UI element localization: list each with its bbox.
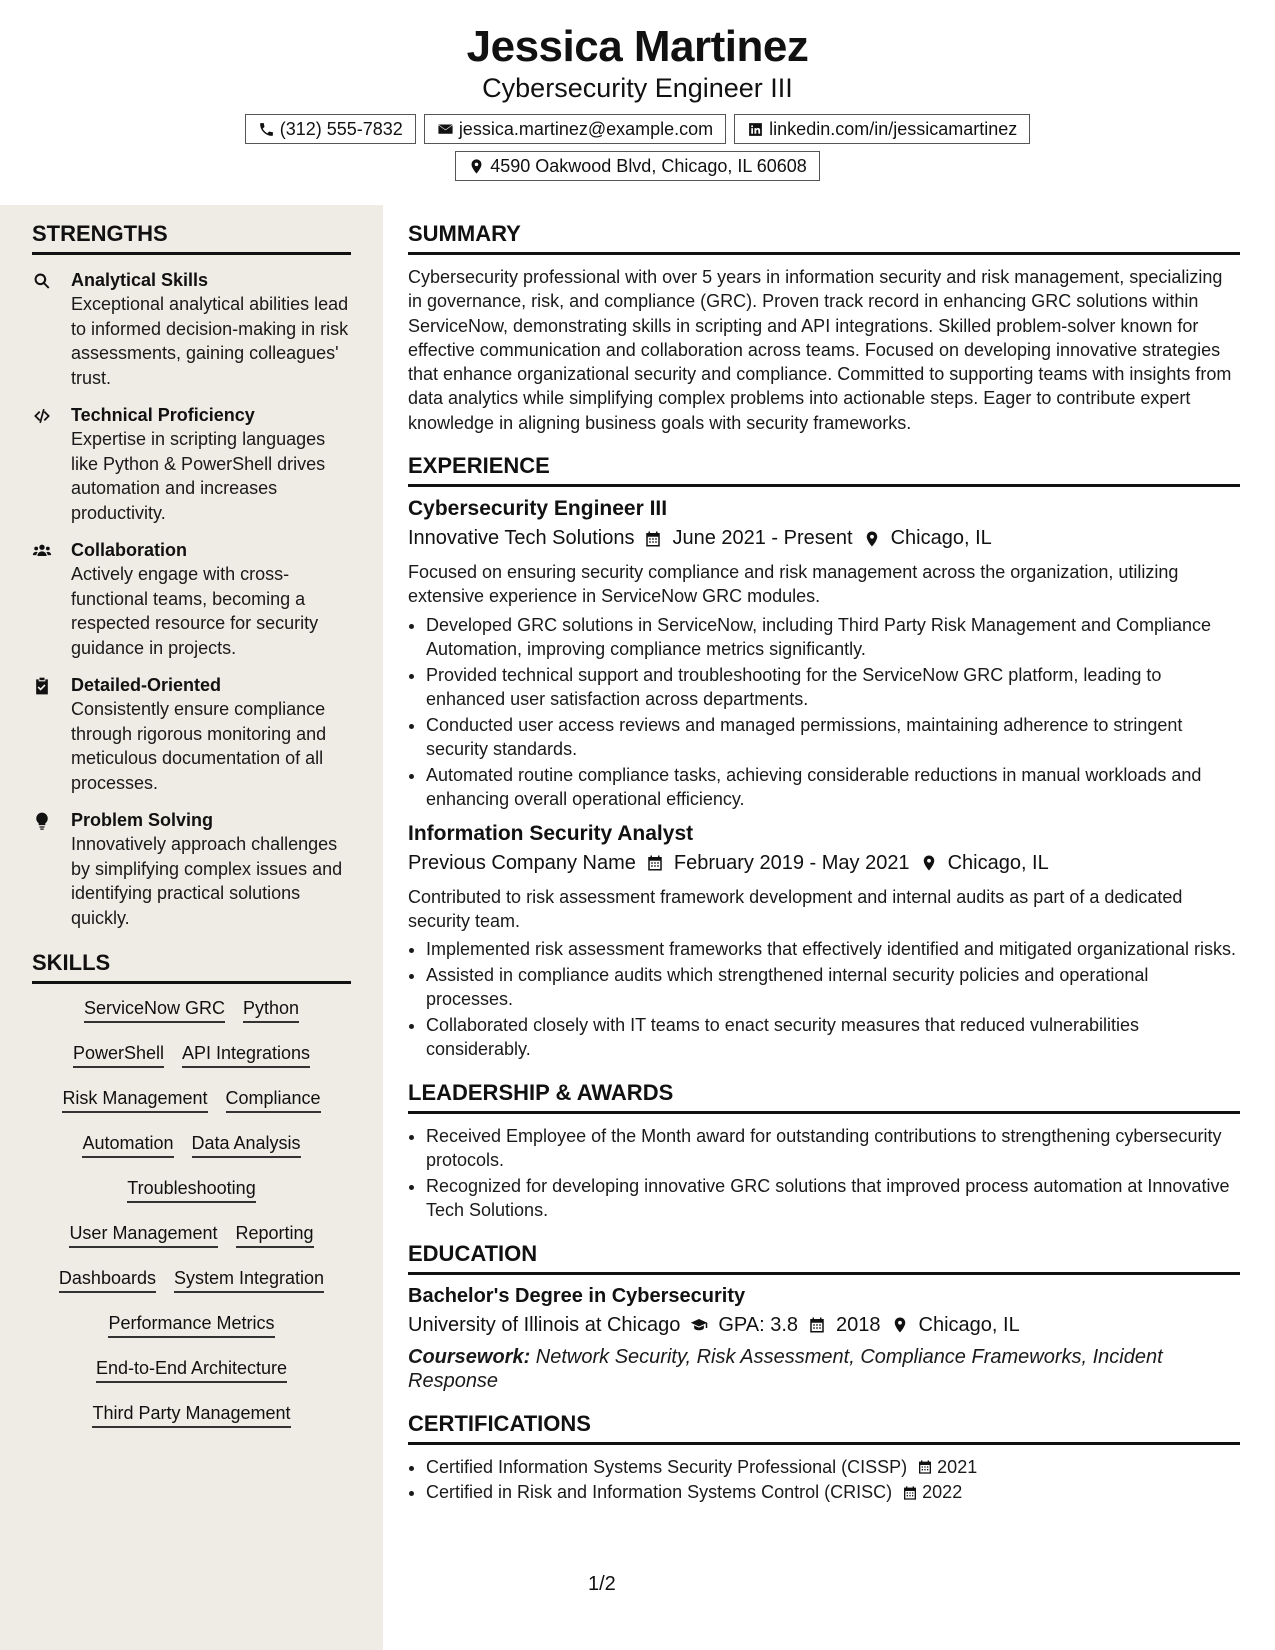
certifications-heading: CERTIFICATIONS (408, 1411, 1240, 1445)
strengths-list (32, 268, 351, 930)
job-bullet: • Assisted in compliance audits which strengthened internal security policies and operational processes. (426, 963, 1240, 1012)
certification-item (426, 1455, 1240, 1480)
linkedin-text: linkedin.com/in/jessicamartinez (769, 118, 1018, 139)
coursework (408, 1345, 1240, 1393)
job-meta (408, 527, 1240, 550)
strength-item (32, 403, 351, 525)
education-section (408, 1241, 1240, 1393)
skills-list (32, 998, 351, 1448)
award-bullet: • Received Employee of the Month award for outstanding contributions to strengthening cybersecurity protocols. (426, 1124, 1240, 1173)
leadership-section (408, 1080, 1240, 1223)
job-bullet: • Implemented risk assessment frameworks that effectively identified and mitigated organizational risks. (426, 937, 1240, 962)
sidebar (0, 205, 383, 1650)
skills-row (82, 1133, 300, 1158)
skills-row (92, 1403, 290, 1428)
strength-title: Collaboration (71, 540, 187, 560)
leadership-bullets (408, 1124, 1240, 1223)
strength-title: Technical Proficiency (71, 405, 255, 425)
calendar-icon (808, 1316, 826, 1334)
education-location: Chicago, IL (918, 1313, 1020, 1336)
certification-name: • Certified Information Systems Security Professional (CISSP) (426, 1456, 908, 1477)
skill-tag: Compliance (226, 1088, 321, 1113)
search-icon (32, 271, 52, 291)
certifications-section (408, 1411, 1240, 1505)
job-bullet: • Collaborated closely with IT teams to enact security measures that reduced vulnerabilities considerably. (426, 1013, 1240, 1062)
coursework-label: Coursework: (408, 1345, 531, 1368)
skill-tag: Dashboards (59, 1268, 156, 1293)
strength-desc: Expertise in scripting languages like Python & PowerShell drives automation and increases productivity. (71, 429, 326, 523)
job-bullet: • Automated routine compliance tasks, achieving considerable reductions in manual workloads and enhancing overall operational efficiency. (426, 763, 1240, 812)
company-name: Previous Company Name (408, 851, 636, 874)
address-pill (455, 151, 820, 181)
map-pin-icon (468, 158, 485, 175)
linkedin-pill[interactable] (734, 114, 1030, 144)
education-heading: EDUCATION (408, 1241, 1240, 1275)
strengths-heading: STRENGTHS (32, 221, 351, 255)
calendar-icon (644, 530, 662, 548)
skill-tag: ServiceNow GRC (84, 998, 225, 1023)
main-content (408, 205, 1240, 1650)
contact-row (0, 114, 1275, 144)
certifications-list (408, 1455, 1240, 1505)
strength-desc: Consistently ensure compliance through rigorous monitoring and meticulous documentation of all processes. (71, 699, 327, 793)
award-bullet: • Recognized for developing innovative GRC solutions that improved process automation at Innovative Tech Solutions. (426, 1174, 1240, 1223)
email-text: jessica.martinez@example.com (458, 118, 714, 139)
clipboard-check-icon (32, 676, 52, 696)
strength-desc: Innovatively approach challenges by simplifying complex issues and identifying practical solutions quickly. (71, 834, 343, 928)
job-location: Chicago, IL (890, 527, 992, 550)
job-title: Information Security Analyst (408, 821, 694, 845)
resume-header (0, 0, 1275, 205)
skills-row (59, 1268, 324, 1293)
skill-tag: Reporting (236, 1223, 314, 1248)
linkedin-icon (747, 121, 764, 138)
skill-tag: API Integrations (182, 1043, 310, 1068)
address-row (0, 151, 1275, 181)
job-bullets (408, 937, 1240, 1062)
leadership-heading: LEADERSHIP & AWARDS (408, 1080, 1240, 1114)
job-location: Chicago, IL (947, 851, 1049, 874)
company-name: Innovative Tech Solutions (408, 527, 635, 550)
skill-tag: Automation (82, 1133, 173, 1158)
job-meta (408, 852, 1240, 875)
job-summary: Contributed to risk assessment framework development and internal audits as part of a dedicated security team. (408, 886, 1183, 931)
lightbulb-icon (32, 811, 52, 831)
job-entry (408, 822, 1240, 1062)
degree-title: Bachelor's Degree in Cybersecurity (408, 1284, 746, 1307)
experience-heading: EXPERIENCE (408, 453, 1240, 487)
candidate-name: Jessica Martinez (466, 22, 809, 71)
skills-row (96, 1358, 287, 1383)
skill-tag: Risk Management (62, 1088, 207, 1113)
address-text: 4590 Oakwood Blvd, Chicago, IL 60608 (490, 155, 807, 176)
skill-tag: Data Analysis (192, 1133, 301, 1158)
certification-year: 2022 (922, 1482, 963, 1503)
certification-name: • Certified in Risk and Information Systems Control (CRISC) (426, 1482, 893, 1503)
envelope-icon (437, 121, 454, 138)
job-summary: Focused on ensuring security compliance and risk management across the organization, utilizing extensive experience in ServiceNow GRC modules. (408, 562, 1179, 607)
job-bullets (408, 613, 1240, 812)
certification-year: 2021 (937, 1456, 978, 1477)
gpa: GPA: 3.8 (718, 1313, 799, 1336)
strength-item (32, 268, 351, 390)
skill-tag: PowerShell (73, 1043, 164, 1068)
strength-desc: Actively engage with cross-functional teams, becoming a respected resource for security guidance in projects. (71, 564, 319, 658)
strength-title: Problem Solving (71, 810, 214, 830)
summary-heading: SUMMARY (408, 221, 1240, 255)
experience-section (408, 453, 1240, 1062)
calendar-icon (917, 1459, 933, 1475)
phone-icon (258, 121, 275, 138)
map-pin-icon (863, 530, 881, 548)
strength-item (32, 538, 351, 660)
skills-row (62, 1088, 320, 1113)
page-number: 1/2 (588, 1573, 616, 1595)
skills-heading: SKILLS (32, 950, 351, 984)
phone-pill[interactable] (245, 114, 416, 144)
users-icon (32, 541, 52, 561)
job-title: Cybersecurity Engineer III (408, 497, 668, 521)
skill-tag: Python (243, 998, 299, 1023)
summary-text: Cybersecurity professional with over 5 years in information security and risk management, specializing in governance, risk, and compliance (GRC). Proven track record in enhancing GRC solutions within ServiceNow, demonstrating skills in scripting and API integrations. Skilled problem-solver known for effective communication and collaboration across teams. Focused on developing innovative strategies that enhance organizational security and compliance. Committed to supporting teams with insights from data analytics while simplifying complex problems into actionable steps. Eager to contribute expert knowledge in aligning business goals with security frameworks. (408, 267, 1232, 433)
job-dates: June 2021 - Present (672, 527, 853, 550)
code-icon (32, 406, 52, 426)
email-pill[interactable] (424, 114, 726, 144)
map-pin-icon (920, 854, 938, 872)
strength-title: Analytical Skills (71, 270, 209, 290)
skill-tag: User Management (69, 1223, 217, 1248)
job-entry (408, 497, 1240, 812)
map-pin-icon (891, 1316, 909, 1334)
certification-item (426, 1480, 1240, 1505)
school-name: University of Illinois at Chicago (408, 1313, 681, 1336)
skill-tag: Performance Metrics (108, 1313, 274, 1338)
calendar-icon (902, 1485, 918, 1501)
job-dates: February 2019 - May 2021 (673, 851, 910, 874)
phone-text: (312) 555-7832 (279, 118, 403, 139)
skills-row (127, 1178, 255, 1203)
summary-section (408, 221, 1240, 435)
skills-row (73, 1043, 310, 1068)
job-bullet: • Developed GRC solutions in ServiceNow, including Third Party Risk Management and Compliance Automation, improving compliance metrics significantly. (426, 613, 1240, 662)
strength-desc: Exceptional analytical abilities lead to informed decision-making in risk assessments, gaining colleagues' trust. (71, 294, 349, 388)
candidate-title: Cybersecurity Engineer III (482, 73, 793, 103)
strength-item (32, 673, 351, 795)
strength-title: Detailed-Oriented (71, 675, 222, 695)
education-meta (408, 1314, 1240, 1337)
calendar-icon (646, 854, 664, 872)
skill-tag: End-to-End Architecture (96, 1358, 287, 1383)
skills-row (108, 1313, 274, 1338)
coursework-list: Network Security, Risk Assessment, Compliance Frameworks, Incident Response (408, 1345, 1163, 1392)
job-bullet: • Conducted user access reviews and managed permissions, maintaining adherence to stringent security standards. (426, 713, 1240, 762)
skill-tag: Troubleshooting (127, 1178, 255, 1203)
skills-row (84, 998, 299, 1023)
graduation-cap-icon (690, 1316, 708, 1334)
strength-item (32, 808, 351, 930)
skill-tag: Third Party Management (92, 1403, 290, 1428)
graduation-year: 2018 (836, 1313, 881, 1336)
job-bullet: • Provided technical support and troubleshooting for the ServiceNow GRC platform, leading to enhanced user satisfaction across departments. (426, 663, 1240, 712)
skill-tag: System Integration (174, 1268, 324, 1293)
skills-row (69, 1223, 313, 1248)
